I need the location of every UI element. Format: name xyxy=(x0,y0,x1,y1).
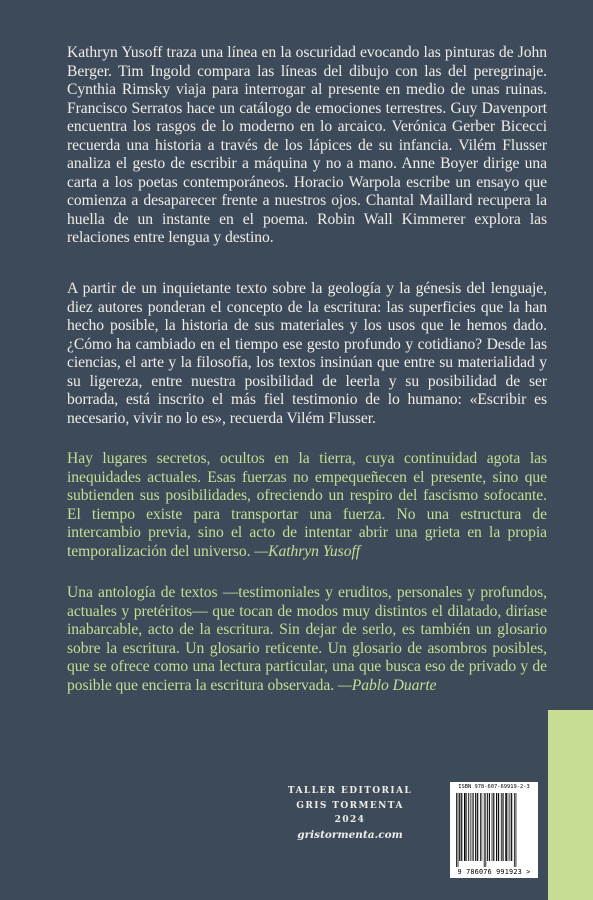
author-summary-paragraph: Kathryn Yusoff traza una línea en la oscuridad evocando las pinturas de John Berger. Tim Ingold compara las líneas del dibujo con las del peregrinaje. Cynthia Rimsky viaja para interrogar al presente en medio de unas ruinas. Francisco Serratos hace un catálogo de emociones terrestres. Guy Davenport encuentra los rasgos de lo moderno en lo arcaico. Verónica Gerber Bicecci recuerda una historia a través de los lápices de su infancia. Vilém Flusser analiza el gesto de escribir a máquina y no a mano. Anne Boyer dirige una carta a los poetas contemporáneos. Horacio Warpola escribe un ensayo que comienza a desaparecer frente a nuestros ojos. Chantal Maillard recupera la huella de un instante en el poema. Robin Wall Kimmerer explora las relaciones entre lengua y destino. xyxy=(67,44,547,246)
green-accent-band xyxy=(548,710,593,900)
publisher-line-1: TALLER EDITORIAL xyxy=(287,786,413,796)
book-description-paragraph: A partir de un inquietante texto sobre la geología y la génesis del lenguaje, diez autores ponderan el concepto de la escritura: las superficies que la han hecho posible, la historia de sus materiales y los usos que le hemos dado. ¿Cómo ha cambiado en el tiempo ese gesto profundo y cotidiano? Desde las ciencias, el arte y la filosofía, los textos insinúan que entre su materialidad y su ligereza, entre nuestra posibilidad de leerla y su posibilidad de ser borrada, está inscrito el más fiel testimonio de lo humano: «Escribir es necesario, vivir no lo es», recuerda Vilém Flusser. xyxy=(67,280,547,427)
isbn-barcode xyxy=(450,782,538,878)
duarte-quote xyxy=(67,584,547,695)
publisher-block xyxy=(270,784,430,843)
yusoff-quote xyxy=(67,450,547,561)
publication-year: 2024 xyxy=(334,815,366,825)
barcode-bars xyxy=(454,793,534,867)
barcode-digits: 9 786076 991923 > xyxy=(457,868,531,876)
duarte-quote-text: Una antología de textos —testimoniales y eruditos, personales y profundos, actuales y pretéritos— que tocan de modos muy distintos el dilatado, diríase inabarcable, acto de la escritura. Sin dejar de serlo, es también un glosario sobre la escritura. Un glosario reticente. Un glosario de asombros posibles, que se ofrece como una lectura particular, una que busca eso de privado y de posible que encierra la escritura observada. xyxy=(67,584,547,694)
yusoff-quote-signature: —Kathryn Yusoff xyxy=(254,542,361,560)
duarte-quote-signature: —Pablo Duarte xyxy=(337,676,437,694)
publisher-line-2: GRIS TORMENTA xyxy=(296,800,404,811)
yusoff-quote-text: Hay lugares secretos, ocultos en la tierra, cuya continuidad agota las inequidades actuales. Esas fuerzas no empequeñecen el presente, sino que subtienden sus posibilidades, ofreciendo un respiro del fascismo sofocante. El tiempo existe para transportar una fuerza. No una estructura de intercambio previa, sino el acto de intentar abrir una grieta en la propia temporalización del universo. xyxy=(67,450,547,560)
isbn-label: ISBN 978-607-69919-2-3 xyxy=(458,784,530,790)
publisher-url: gristormenta.com xyxy=(297,828,403,841)
